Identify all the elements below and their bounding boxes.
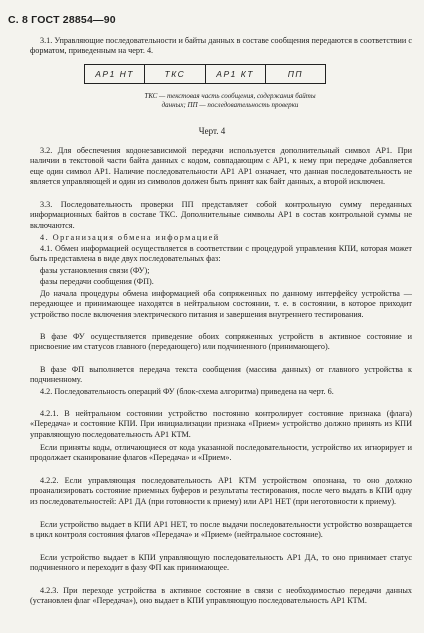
format-cell-ap1-kt: АР1 КТ bbox=[206, 65, 266, 83]
format-cell-ap1-nt: АР1 НТ bbox=[85, 65, 145, 83]
paragraph-before-procedure: До начала процедуры обмена информацией оба сопряженных по данному интерфейсу устройства — передающее и принимающее находятся в нейтральном состоянии, т. е. в состоянии, в которое приходит устройство после включения электрического питания и завершения внутреннего тестирования. bbox=[30, 289, 412, 319]
format-table bbox=[84, 64, 326, 84]
paragraph-4-1: 4.1. Обмен информацией осуществляется в соответствии с процедурой управления КПИ, которая может быть представлена в виде двух последовательных фаз: bbox=[30, 244, 412, 264]
section-4-heading: 4. Организация обмена информацией bbox=[40, 233, 220, 242]
phase-fu: фазы установления связи (ФУ); bbox=[40, 266, 150, 275]
format-cell-tks: ТКС bbox=[145, 65, 205, 83]
paragraph-3-3: 3.3. Последовательность проверки ПП представляет собой контрольную сумму переданных информационных байтов в составе ТКС. Дополнительные символы АР1 в состав контрольной суммы не включаются. bbox=[30, 200, 412, 230]
chart-label: Черт. 4 bbox=[198, 126, 226, 136]
caption-line-1: ТКС — текстовая часть сообщения, содержания байты bbox=[144, 92, 316, 100]
paragraph-ignored-codes: Если приняты коды, отличающиеся от кода указанной последовательности, устройство их игнорирует и продолжает сканирование флагов «Передача» и «Прием». bbox=[30, 443, 412, 463]
paragraph-ap1-da: Если устройство выдает в КПИ управляющую последовательность АР1 ДА, то оно принимает статус подчиненного и переходит в фазу ФП как принимающее. bbox=[30, 553, 412, 573]
paragraph-4-2-2: 4.2.2. Если управляющая последовательность АР1 КТМ устройством опознана, то оно должно проанализировать состояние приемных буферов и результаты тестирования, после чего выдать в КПИ одну из последовательностей: АР1 ДА (при готовности к приему) или АР1 НЕТ (при неготовности к приему). bbox=[30, 476, 412, 506]
phase-fp: фазы передачи сообщения (ФП). bbox=[40, 277, 154, 286]
page-header: С. 8 ГОСТ 28854—90 bbox=[8, 14, 116, 26]
format-caption bbox=[110, 92, 350, 109]
paragraph-4-2-3: 4.2.3. При переходе устройства в активное состояние в связи с необходимостью передачи данных (установлен флаг «Передача»), оно выдает в КПИ управляющую последовательность АР1 КТМ. bbox=[30, 586, 412, 606]
paragraph-3-2: 3.2. Для обеспечения кодонезависимой передачи используется дополнительный символ АР1. При наличии в текстовой части байта данных с кодом, совпадающим с АР1, к нему при передаче добавляется еще один символ АР1. Наличие последовательности АР1 АР1 означает, что данная последовательность не является управляющей и один из символов должен быть принят как байт данных, а второй исключен. bbox=[30, 146, 412, 186]
paragraph-ap1-net: Если устройство выдает в КПИ АР1 НЕТ, то после выдачи последовательности устройство возвращается в цикл контроля состояния флагов «Передача» и «Прием» (нейтральное состояние). bbox=[30, 520, 412, 540]
paragraph-phase-fu: В фазе ФУ осуществляется приведение обоих сопряженных устройств в активное состояние и присвоение им статусов главного (передающего) или подчиненного (принимающего). bbox=[30, 332, 412, 352]
paragraph-4-2-1: 4.2.1. В нейтральном состоянии устройство постоянно контролирует состояние признака (флага) «Передача» и состояние КПИ. При инициализации признака «Прием» устройство должно принять из КПИ управляющую последовательность АР1 КТМ. bbox=[30, 409, 412, 439]
paragraph-4-2: 4.2. Последовательность операций ФУ (блок-схема алгоритма) приведена на черт. 6. bbox=[40, 387, 334, 396]
format-cell-pp: ПП bbox=[287, 69, 304, 79]
paragraph-phase-fp: В фазе ФП выполняется передача текста сообщения (массива данных) от главного устройства к подчиненному. bbox=[30, 365, 412, 385]
section-3-1: 3.1. Управляющие последовательности и байты данных в составе сообщения передаются в соответствии с форматом, приведенным на черт. 4. bbox=[30, 36, 412, 56]
caption-line-2: данных; ПП — последовательность проверки bbox=[161, 100, 299, 109]
